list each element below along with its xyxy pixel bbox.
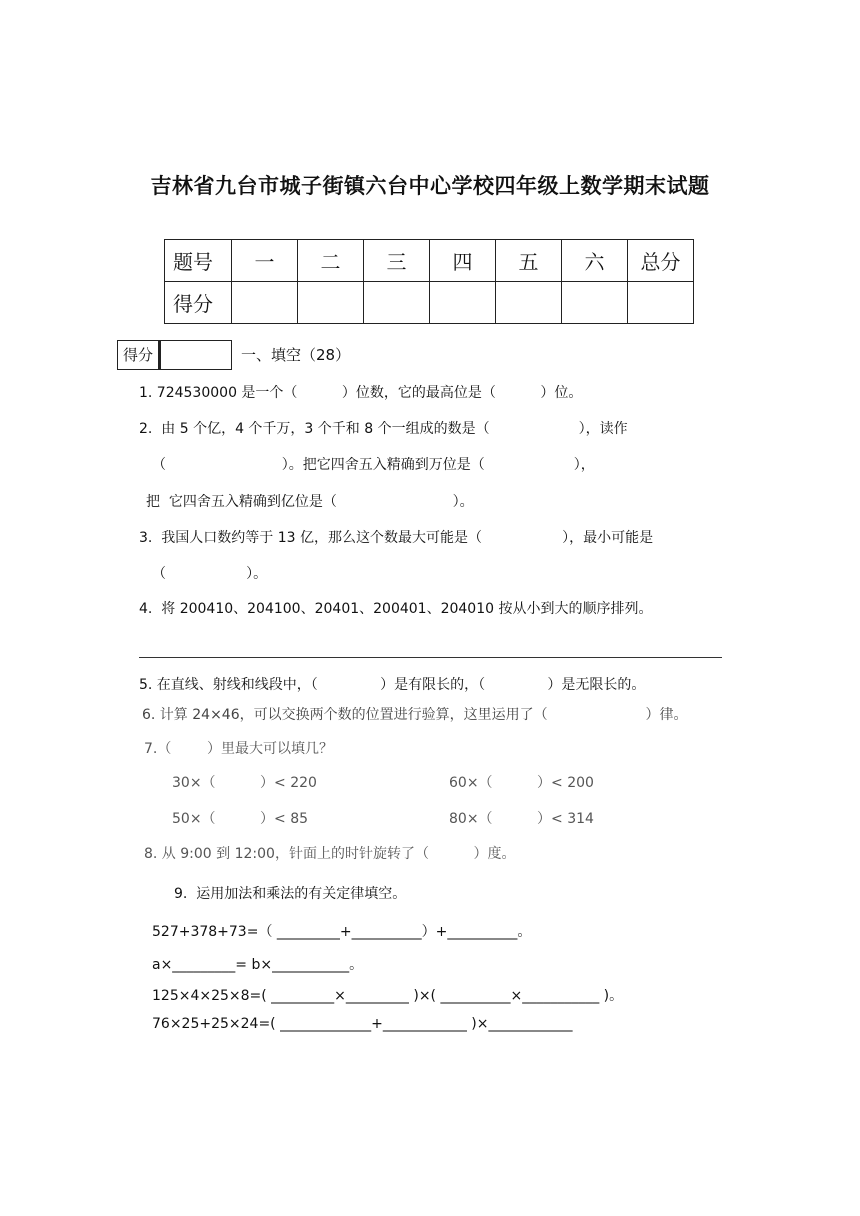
score-table <box>164 239 694 324</box>
question-3-line-1: 3. 我国人口数约等于 13 亿，那么这个数最大可能是（ ），最小可能是 <box>139 530 654 546</box>
section-score-blank[interactable] <box>159 340 232 370</box>
section-score-label: 得分 <box>117 340 159 370</box>
question-2-line-1: 2. 由 5 个亿，4 个千万，3 个千和 8 个一组成的数是（ ），读作 <box>139 421 628 437</box>
section-score-box <box>117 340 232 368</box>
question-2-line-3: 把 它四舍五入精确到亿位是（ ）。 <box>146 494 474 510</box>
question-9: 9. 运用加法和乘法的有关定律填空。 <box>174 886 407 902</box>
score-table-cell: 六 <box>562 240 628 282</box>
score-table-cell: 总分 <box>628 240 694 282</box>
question-9-d: 76×25+25×24=( _____________+____________ )×____________ <box>152 1016 573 1032</box>
score-table-header-row <box>165 240 694 282</box>
question-3-line-2: （ ）。 <box>152 566 268 582</box>
question-9-b: a×_________= b×___________。 <box>152 957 364 973</box>
score-table-cell: 二 <box>298 240 364 282</box>
question-9-a: 527+378+73=（ _________+__________）+__________。 <box>152 924 532 940</box>
score-table-cell: 得分 <box>165 282 232 324</box>
score-table-cell: 五 <box>496 240 562 282</box>
page-title: 吉林省九台市城子街镇六台中心学校四年级上数学期末试题 <box>150 174 710 198</box>
question-8: 8. 从 9:00 到 12:00，针面上的时针旋转了（ ）度。 <box>144 846 516 862</box>
score-table-blank-cell[interactable] <box>430 282 496 324</box>
question-7: 7.（ ）里最大可以填几？ <box>144 741 333 757</box>
question-5: 5. 在直线、射线和线段中，（ ）是有限长的，（ ）是无限长的。 <box>139 677 646 693</box>
score-table-cell: 一 <box>232 240 298 282</box>
question-2-line-2: （ ）。把它四舍五入精确到万位是（ ）， <box>152 457 595 473</box>
section-heading: 一、填空（28） <box>241 346 351 364</box>
question-9-c: 125×4×25×8=( _________×_________ )×( __________×___________ )。 <box>152 988 624 1004</box>
score-table-blank-cell[interactable] <box>628 282 694 324</box>
answer-line[interactable] <box>139 657 722 658</box>
question-7-c: 50×（ ）< 85 <box>172 811 309 827</box>
question-7-b: 60×（ ）< 200 <box>449 775 594 791</box>
score-table-cell: 题号 <box>165 240 232 282</box>
score-table-blank-cell[interactable] <box>364 282 430 324</box>
question-7-a: 30×（ ）< 220 <box>172 775 317 791</box>
score-table-cell: 四 <box>430 240 496 282</box>
question-4: 4. 将 200410、204100、20401、200401、204010 按从小到大的顺序排列。 <box>139 601 653 617</box>
score-table-blank-cell[interactable] <box>232 282 298 324</box>
score-table-cell: 三 <box>364 240 430 282</box>
score-table-blank-cell[interactable] <box>562 282 628 324</box>
question-7-d: 80×（ ）< 314 <box>449 811 594 827</box>
score-table-blank-cell[interactable] <box>496 282 562 324</box>
score-table-score-row <box>165 282 694 324</box>
score-table-blank-cell[interactable] <box>298 282 364 324</box>
question-6: 6. 计算 24×46，可以交换两个数的位置进行验算，这里运用了（ ）律。 <box>142 707 688 723</box>
question-1: 1. 724530000 是一个（ ）位数，它的最高位是（ ）位。 <box>139 385 583 401</box>
